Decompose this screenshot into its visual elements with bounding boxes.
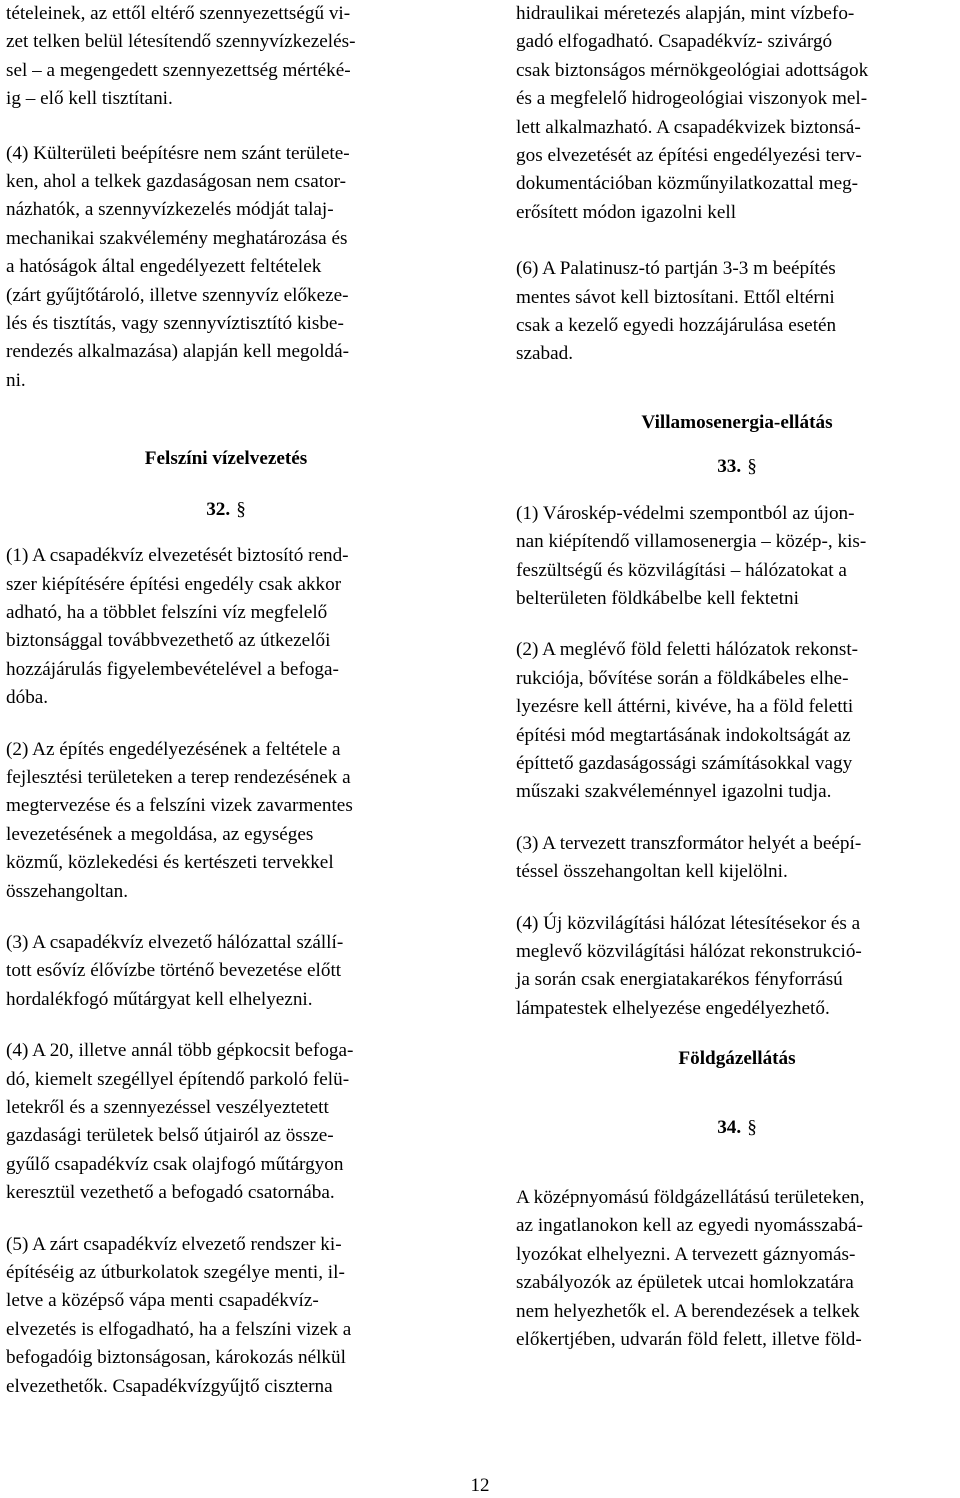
text-line: lés és tisztítás, vagy szennyvíztisztító kisbe- xyxy=(6,313,344,335)
text-line: názhatók, a szennyvízkezelés módját talaj- xyxy=(6,199,334,221)
section-number-32 xyxy=(6,496,446,524)
text-line: csak a kezelő egyedi hozzájárulása esetén xyxy=(516,315,837,337)
paragraph-6-lakeshore xyxy=(516,255,958,369)
left-column xyxy=(6,0,446,1401)
paragraph xyxy=(6,1231,446,1401)
text-line: (3) A csapadékvíz elvezető hálózattal szállí- xyxy=(6,931,344,953)
text-line: az ingatlanokon kell az egyedi nyomásszabá- xyxy=(516,1215,863,1237)
text-line: adható, ha a többlet felszíni víz megfelelő xyxy=(6,601,328,623)
text-line: meglevő közvilágítási hálózat rekonstrukció- xyxy=(516,940,862,962)
text-line: dó, kiemelt szegéllyel építendő parkoló felü- xyxy=(6,1068,350,1090)
paragraph-4-sewage xyxy=(6,140,446,396)
text-line: csak biztonságos mérnökgeológiai adottságok xyxy=(516,59,869,81)
page-number: 12 xyxy=(470,1475,490,1496)
paragraph xyxy=(516,910,958,1024)
text-line: építtető gazdaságossági számításokkal vagy xyxy=(516,752,853,774)
text-line: elvezetés is elfogadható, ha a felszíni vizek a xyxy=(6,1318,352,1340)
section-heading-electricity: Villamosenergia-ellátás xyxy=(641,411,833,433)
text-line: (6) A Palatinusz-tó partján 3-3 m beépítés xyxy=(516,258,836,280)
section-heading-gas-supply: Földgázellátás xyxy=(678,1048,796,1070)
text-line: téssel összehangoltan kell kijelölni. xyxy=(516,861,788,883)
text-line: letekről és a szennyezéssel veszélyeztetett xyxy=(6,1097,329,1118)
text-line: elvezethetők. Csapadékvízgyűjtő ciszterna xyxy=(6,1375,333,1397)
section-number: 34. xyxy=(717,1116,742,1138)
text-line: összehangoltan. xyxy=(6,880,129,902)
section-mark: § xyxy=(747,1116,757,1138)
text-line: feszültségű és közvilágítási – hálózatokat a xyxy=(516,559,847,581)
section-33-paragraphs xyxy=(516,500,958,1024)
text-line: keresztül vezethető a befogadó csatornába. xyxy=(6,1182,335,1204)
text-line: biztonsággal továbbvezethető az útkezelői xyxy=(6,630,331,652)
text-line: (1) Városkép-védelmi szempontból az újon- xyxy=(516,502,855,524)
text-line: lyezésre kell áttérni, kivéve, ha a föld feletti xyxy=(516,696,854,718)
paragraph xyxy=(516,636,958,806)
paragraph xyxy=(6,929,446,1014)
text-line: fejlesztési területeken a terep rendezésének a xyxy=(6,766,351,788)
section-number-34 xyxy=(516,1114,958,1142)
text-line: gyűlő csapadékvíz csak olajfogó műtárgyon xyxy=(6,1153,344,1175)
paragraph xyxy=(6,542,446,712)
text-line: (3) A tervezett transzformátor helyét a beépí- xyxy=(516,832,862,854)
text-line: belterületen földkábelbe kell fektetni xyxy=(516,587,799,609)
section-number: 32. xyxy=(206,498,231,520)
text-line: rendezés alkalmazása) alapján kell megoldá- xyxy=(6,341,350,363)
text-line: építéséig az útburkolatok szegélye menti, il- xyxy=(6,1262,345,1284)
text-line: műszaki szakvéleménnyel igazolni tudja. xyxy=(516,781,832,803)
paragraph xyxy=(6,1037,446,1207)
text-line: ken, ahol a telkek gazdaságosan nem csator- xyxy=(6,171,347,193)
text-line: előkertjében, udvarán föld felett, illetve föld- xyxy=(516,1329,862,1351)
section-mark: § xyxy=(747,456,757,478)
text-line: rukciója, bővítése során a földkábeles elhe- xyxy=(516,667,849,689)
text-line: befogadóig biztonságosan, károkozás nélkül xyxy=(6,1347,346,1369)
text-line: gadó elfogadható. Csapadékvíz- szivárgó xyxy=(516,31,833,53)
text-line: (2) A meglévő föld feletti hálózatok rekonst- xyxy=(516,639,859,661)
text-line: ni. xyxy=(6,369,26,391)
text-line: mentes sávot kell biztosítani. Ettől eltérni xyxy=(516,286,835,308)
text-line: mechanikai szakvélemény meghatározása és xyxy=(6,227,348,249)
section-heading-surface-drainage: Felszíni vízelvezetés xyxy=(144,448,308,470)
text-line: dóba. xyxy=(6,687,49,709)
text-line: (zárt gyűjtőtároló, illetve szennyvíz előkeze- xyxy=(6,284,349,306)
paragraph xyxy=(516,500,958,614)
text-line: közmű, közlekedési és kertészeti tervekkel xyxy=(6,852,334,874)
text-line: (5) A zárt csapadékvíz elvezető rendszer ki- xyxy=(6,1233,342,1255)
text-line: a hatóságok által engedélyezett feltételek xyxy=(6,256,322,278)
text-line: gos elvezetését az építési engedélyezési terv- xyxy=(516,145,862,167)
text-line: szer kiépítésére építési engedély csak akkor xyxy=(6,573,342,595)
section-mark: § xyxy=(236,498,246,520)
text-line: A középnyomású földgázellátású területeken, xyxy=(516,1187,865,1208)
text-line: tételeinek, az ettől eltérő szennyezettségű vi- xyxy=(6,3,351,24)
paragraph xyxy=(6,736,446,906)
text-line: erősített módon igazolni kell xyxy=(516,201,737,223)
paragraph xyxy=(516,830,958,887)
section-number: 33. xyxy=(717,456,742,478)
text-line: gazdasági területek belső útjairól az összе- xyxy=(6,1125,334,1147)
paragraph-34-gas xyxy=(516,1184,958,1354)
continued-paragraph xyxy=(6,0,446,114)
text-line: lámpatestek elhelyezése engedélyezhető. xyxy=(516,997,830,1019)
section-32-paragraphs xyxy=(6,542,446,1401)
text-line: lett alkalmazható. A csapadékvizek biztonsá- xyxy=(516,116,861,138)
text-line: hidraulikai méretezés alapján, mint vízbefo- xyxy=(516,3,855,24)
text-line: sel – a megengedett szennyezettség mértéké- xyxy=(6,59,351,81)
text-line: (4) Új közvilágítási hálózat létesítésekor és a xyxy=(516,912,861,934)
text-line: levezetésének a megoldása, az egységes xyxy=(6,823,314,845)
text-line: hordalékfogó műtárgyat kell elhelyezni. xyxy=(6,988,313,1010)
text-line: letve a középső vápa menti csapadékvíz- xyxy=(6,1290,319,1312)
text-line: megtervezése és a felszíni vizek zavarmentes xyxy=(6,795,353,817)
text-line: (1) A csapadékvíz elvezetését biztosító rend- xyxy=(6,545,349,567)
section-number-33 xyxy=(516,453,958,481)
continued-paragraph xyxy=(516,0,958,227)
right-column xyxy=(516,0,958,1354)
text-line: nem helyezhetők el. A berendezések a telkek xyxy=(516,1300,860,1322)
text-line: lyozókat elhelyezni. A tervezett gáznyomás- xyxy=(516,1243,856,1265)
text-line: szabályozók az épületek utcai homlokzatára xyxy=(516,1272,854,1294)
text-line: ig – elő kell tisztítani. xyxy=(6,88,173,110)
text-line: szabad. xyxy=(516,343,574,365)
text-line: zet telken belül létesítendő szennyvízkezelés- xyxy=(6,31,356,53)
text-line: tott esővíz élővízbe történő bevezetése előtt xyxy=(6,960,342,982)
text-line: építési mód megtartásának indokoltságát az xyxy=(516,724,851,746)
text-line: (4) A 20, illetve annál több gépkocsit befoga- xyxy=(6,1040,354,1062)
text-line: (2) Az építés engedélyezésének a feltétele a xyxy=(6,738,341,760)
text-line: nan kiépítendő villamosenergia – közép-, kis- xyxy=(516,531,867,553)
text-line: ja során csak energiatakarékos fényforrású xyxy=(516,969,843,991)
text-line: dokumentációban közműnyilatkozattal meg- xyxy=(516,173,859,195)
text-line: (4) Külterületi beépítésre nem szánt területe- xyxy=(6,142,350,164)
text-line: hozzájárulás figyelembevételével a befoga- xyxy=(6,658,339,680)
text-line: és a megfelelő hidrogeológiai viszonyok mel- xyxy=(516,88,868,110)
